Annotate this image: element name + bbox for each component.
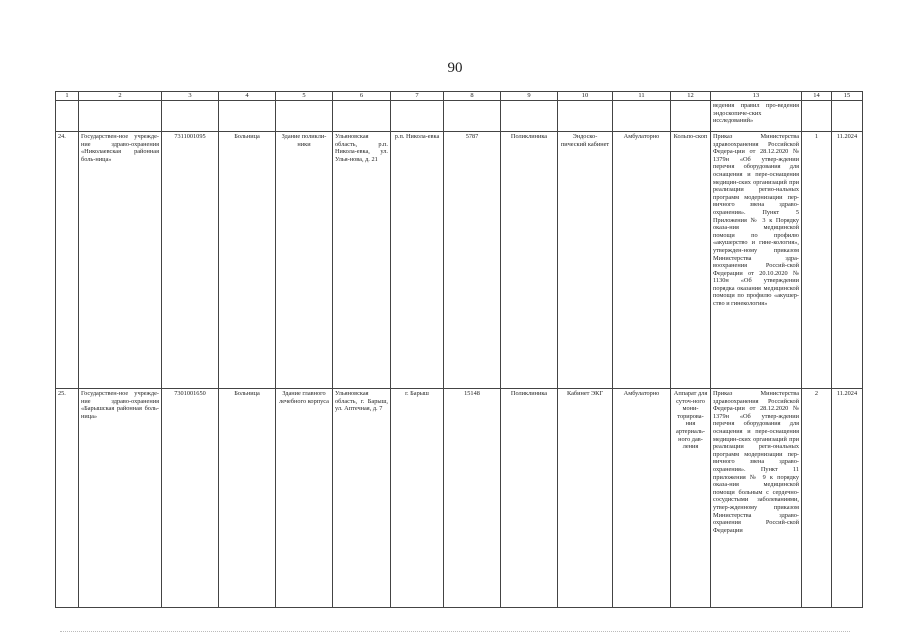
equipment-cell: Кольпо-скоп	[671, 132, 711, 389]
header-cell: 14	[802, 92, 832, 101]
scan-artifact-line	[60, 631, 850, 634]
header-cell: 12	[671, 92, 711, 101]
header-cell: 8	[444, 92, 501, 101]
page-number: 90	[447, 60, 463, 76]
basis-cell: ведения правил про-ведения эндоскопиче-ских исследований»	[711, 101, 802, 132]
header-cell: 3	[162, 92, 219, 101]
basis-cell: Приказ Министерства здравоохранения Российской Федера-ции от 28.12.2020 № 1379н «Об утвер-ждении перечня оборудования для оснащения и пере-оснащения медицин-ских организаций при реализации реги-ональных программ модернизации пер-вичного звена здраво-охранения». Пункт 11 приложения № 9 к порядку оказа-ния медицинской помощи больным с сердечно-сосудистыми заболеваниями, утвер-жденному приказом Министерства здраво-охранения Россий-ской Федерации	[711, 389, 802, 608]
header-cell: 7	[391, 92, 444, 101]
locality-cell: г. Барыш	[391, 389, 444, 608]
header-cell: 10	[558, 92, 613, 101]
type-cell: Больница	[219, 132, 276, 389]
mode-cell: Амбулаторно	[613, 132, 671, 389]
department-cell: Эндоско-пический кабинет	[558, 132, 613, 389]
basis-cell: Приказ Министерства здравоохранения Российской Федера-ции от 28.12.2020 № 1379н «Об утвер-ждении перечня оборудования для оснащения и пере-оснащения медицин-ских организаций при реализации регио-нальных программ модернизации пер-вичного звена здраво-охранения». Пункт 5 Приложения № 3 к Порядку оказа-ния медицинской помощи по профилю «акушерство и гине-кология», утвержден-ному приказом Министерства здра-воохранения Россий-ской Федерации от 20.10.2020 № 1130н «Об утверждении порядка оказания медицинской помощи по профилю «акушер-ство и гинекология»	[711, 132, 802, 389]
building-cell: Здание поликли-ники	[276, 132, 333, 389]
equipment-table	[55, 91, 863, 608]
continuation-row	[56, 101, 863, 132]
quantity-cell: 2	[802, 389, 832, 608]
date-cell: 11.2024	[832, 132, 863, 389]
population-cell: 15148	[444, 389, 501, 608]
equipment-cell: Аппарат для суточ-ного мони-торирова-ния артериаль-ного дав-ления	[671, 389, 711, 608]
header-cell: 11	[613, 92, 671, 101]
header-cell: 13	[711, 92, 802, 101]
inn-cell: 7311001095	[162, 132, 219, 389]
table-row	[56, 389, 863, 608]
inn-cell: 7301001650	[162, 389, 219, 608]
header-cell: 4	[219, 92, 276, 101]
header-row	[56, 92, 863, 101]
address-cell: Ульяновская область, г. Барыш, ул. Аптечная, д. 7	[333, 389, 391, 608]
quantity-cell: 1	[802, 132, 832, 389]
organization-cell: Государствен-ное учрежде-ние здраво-охранения «Николаевская районная боль-ница»	[79, 132, 162, 389]
header-cell: 2	[79, 92, 162, 101]
date-cell: 11.2024	[832, 389, 863, 608]
unit-cell: Поликлиника	[501, 389, 558, 608]
locality-cell: р.п. Никола-евка	[391, 132, 444, 389]
table-row	[56, 132, 863, 389]
header-cell: 9	[501, 92, 558, 101]
row-number: 24.	[56, 132, 79, 389]
population-cell: 5787	[444, 132, 501, 389]
type-cell: Больница	[219, 389, 276, 608]
address-cell: Ульяновская область, р.п. Никола-евка, ул. Улья-нова, д. 21	[333, 132, 391, 389]
building-cell: Здание главного лечебного корпуса	[276, 389, 333, 608]
mode-cell: Амбулаторно	[613, 389, 671, 608]
header-cell: 15	[832, 92, 863, 101]
header-cell: 5	[276, 92, 333, 101]
organization-cell: Государствен-ное учрежде-ние здраво-охранения «Барышская районная боль-ница»	[79, 389, 162, 608]
department-cell: Кабинет ЭКГ	[558, 389, 613, 608]
unit-cell: Поликлиника	[501, 132, 558, 389]
header-cell: 6	[333, 92, 391, 101]
header-cell: 1	[56, 92, 79, 101]
row-number: 25.	[56, 389, 79, 608]
